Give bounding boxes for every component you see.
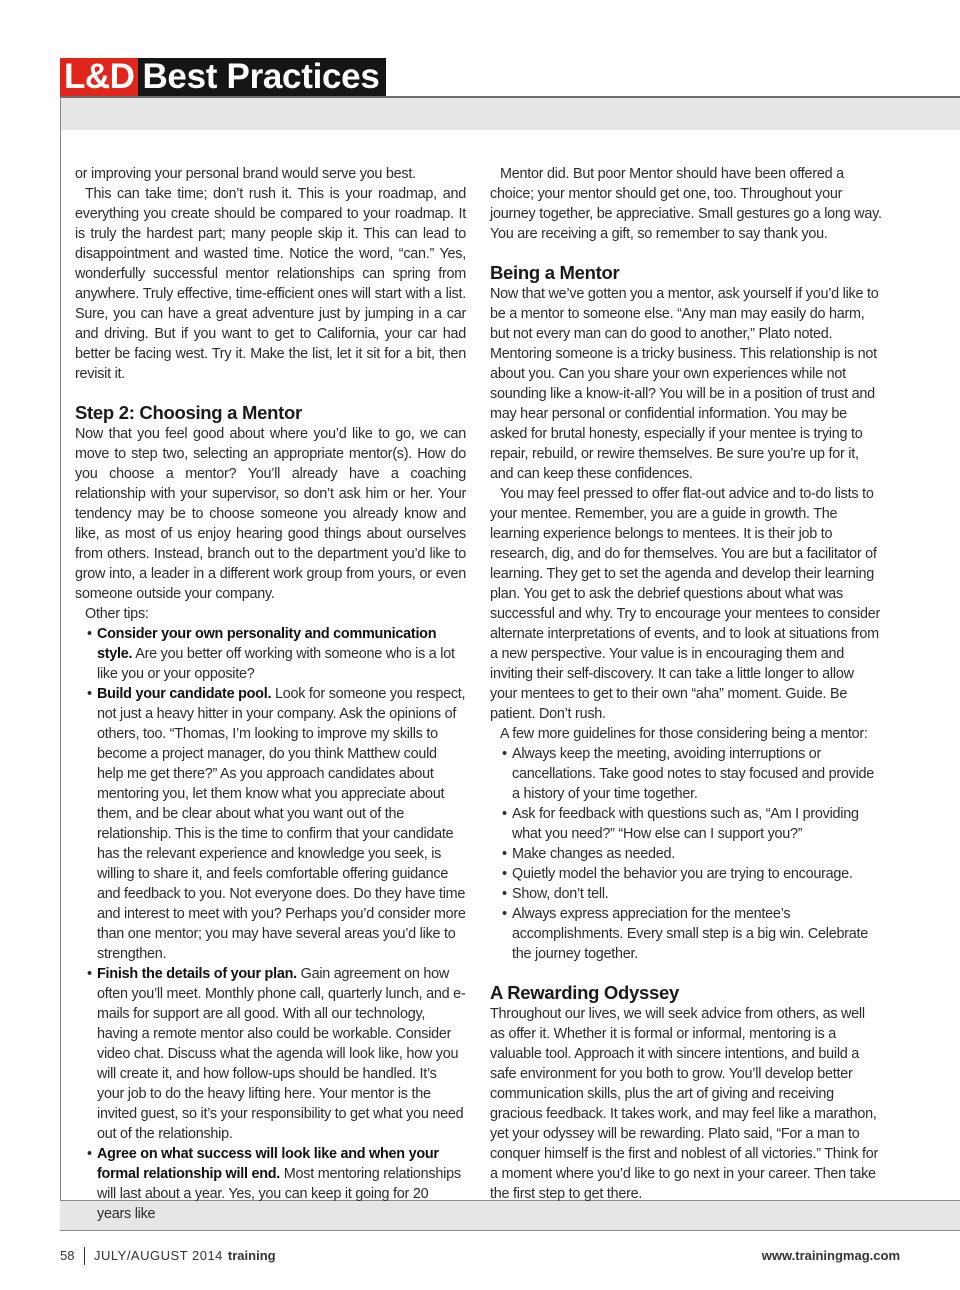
issue-date: JULY/AUGUST 2014: [94, 1248, 223, 1263]
guidelines-list: [490, 744, 882, 964]
page-number: 58: [60, 1248, 75, 1263]
list-item: • Quietly model the behavior you are trying to encourage.: [490, 864, 882, 884]
frame-left-rule: [60, 98, 61, 1229]
list-item: • Make changes as needed.: [490, 844, 882, 864]
paragraph: Throughout our lives, we will seek advice from others, as well as offer it. Whether it is formal or informal, mentoring is a valuable tool. Approach it with sincere intentions, and build a safe environment for you both to grow. You’ll develop better communication skills, plus the art of giving and receiving gracious feedback. It takes work, and may feel like a marathon, yet your odyssey will be rewarding. Plato said, “For a man to conquer himself is the first and noblest of all victories.” Think for a moment where you’d like to go next in your career. Then take the first step to get there.: [490, 1006, 878, 1202]
section-title: Best Practices: [138, 58, 385, 96]
list-item: [75, 1144, 466, 1224]
subheading-being-a-mentor: Being a Mentor: [490, 262, 620, 283]
paragraph: This can take time; don’t rush it. This is your roadmap, and everything you create should be compared to your roadmap. It is truly the hardest part; many people skip it. This can lead to disappointment and wasted time. Notice the word, “can.” Yes, wonderfully successful mentor relationships can spring from anywhere. Truly effective, time-efficient ones will start with a list. Sure, you can have a great adventure just by jumping in a car and driving. But if you want to get to California, your car had better be facing west. Try it. Make the list, let it sit for a bit, then revisit it.: [75, 186, 466, 382]
paragraph: or improving your personal brand would serve you best.: [75, 166, 416, 182]
list-item: [75, 624, 466, 684]
section-header: [60, 58, 386, 96]
paragraph: Now that you feel good about where you’d like to go, we can move to step two, selecting an appropriate mentor(s). How do you choose a mentor? You’ll already have a coaching relationship with your supervisor, so don’t ask him or her. Your tendency may be to choose someone you already know and like, as most of us enjoy hearing good things about ourselves from others. Instead, branch out to the department you’d like to grow into, a leader in a different work group from yours, or even someone outside your company.: [75, 426, 466, 602]
tips-list: [75, 624, 466, 1224]
left-column: [75, 164, 466, 1224]
list-item: [75, 964, 466, 1144]
magazine-name: training: [227, 1248, 276, 1263]
list-item: • Always express appreciation for the mentee’s accomplishments. Every small step is a big win. Celebrate the journey together.: [490, 904, 882, 964]
list-item-lead: Finish the details of your plan.: [97, 966, 297, 982]
section-tag: L&D: [60, 58, 138, 96]
paragraph: Now that we’ve gotten you a mentor, ask yourself if you’d like to be a mentor to someone else. “Any man may easily do harm, but not every man can do good to another,” Plato noted. Mentoring someone is a tricky business. This relationship is not about you. Can you share your own experiences while not sounding like a know-it-all? You will be in a position of trust and may hear personal or confidential information. You may be asked for brutal honesty, especially if your mentee is trying to repair, rebuild, or rewire themselves. Be sure you’re up for it, and can keep these confidences.: [490, 286, 879, 482]
website-link[interactable]: www.trainingmag.com: [761, 1248, 900, 1263]
subheading-step2: Step 2: Choosing a Mentor: [75, 402, 302, 423]
list-item-text: Are you better off working with someone who is a lot like you or your opposite?: [97, 646, 455, 682]
page-footer: [60, 1246, 900, 1266]
list-item: [75, 684, 466, 964]
paragraph: Mentor did. But poor Mentor should have been offered a choice; your mentor should get one, too. Throughout your journey together, be appreciative. Small gestures go a long way. You are receiving a gift, so remember to say thank you.: [490, 166, 882, 242]
guidelines-intro: A few more guidelines for those considering being a mentor:: [500, 726, 868, 742]
list-item-text: Most mentoring relationships will last about a year. Yes, you can keep it going for 20 years like: [97, 1166, 461, 1222]
right-column: [490, 164, 882, 1204]
list-item: • Always keep the meeting, avoiding interruptions or cancellations. Take good notes to stay focused and provide a history of your time together.: [490, 744, 882, 804]
list-item-text: Look for someone you respect, not just a heavy hitter in your company. Ask the opinions of others, too. “Thomas, I’m looking to improve my skills to become a project manager, do you think Matthew could help me get there?” As you approach candidates about mentoring you, let them know what you appreciate about them, and be clear about what you want out of the relationship. This is the time to confirm that your candidate has the relevant experience and knowledge you seek, is willing to share it, and feels comfortable offering guidance and feedback to you. Not everyone does. Do they have time and interest to meet with you? Perhaps you’d consider more than one mentor; you may have several areas you’d like to strengthen.: [97, 686, 466, 962]
list-item-lead: Build your candidate pool.: [97, 686, 272, 702]
list-item-lead: Agree on what success will look like and when your formal relationship will end.: [97, 1146, 439, 1182]
tips-intro: Other tips:: [85, 606, 149, 622]
list-item: • Ask for feedback with questions such as, “Am I providing what you need?” “How else can I support you?”: [490, 804, 882, 844]
list-item: • Show, don’t tell.: [490, 884, 882, 904]
paragraph: You may feel pressed to offer flat-out advice and to-do lists to your mentee. Remember, you are a guide in growth. The learning experience belongs to mentees. It is their job to research, dig, and do for themselves. You are but a facilitator of learning. They get to set the agenda and develop their learning plan. You get to ask the debrief questions about what was successful and why. Try to encourage your mentees to consider alternate interpretations of events, and to look at situations from a new perspective. Your value is in encouraging them and inviting their self-discovery. It can take a little longer to allow your mentees to get to their own “aha” moment. Guide. Be patient. Don’t rush.: [490, 486, 881, 722]
list-item-text: Gain agreement on how often you’ll meet. Monthly phone call, quarterly lunch, and e-mails for support are all good. With all our technology, having a remote mentor also could be workable. Consider video chat. Discuss what the agenda will look like, how you will create it, and how follow-ups should be handled. It’s your job to do the heavy lifting here. Your mentor is the invited guest, so it’s your responsibility to get what you need out of the relationship.: [97, 966, 466, 1142]
list-item-lead: Consider your own personality and communication style.: [97, 626, 437, 662]
issue-label: [94, 1246, 276, 1266]
subheading-rewarding-odyssey: A Rewarding Odyssey: [490, 982, 679, 1003]
top-band: [60, 98, 960, 130]
footer-divider: [84, 1247, 85, 1265]
